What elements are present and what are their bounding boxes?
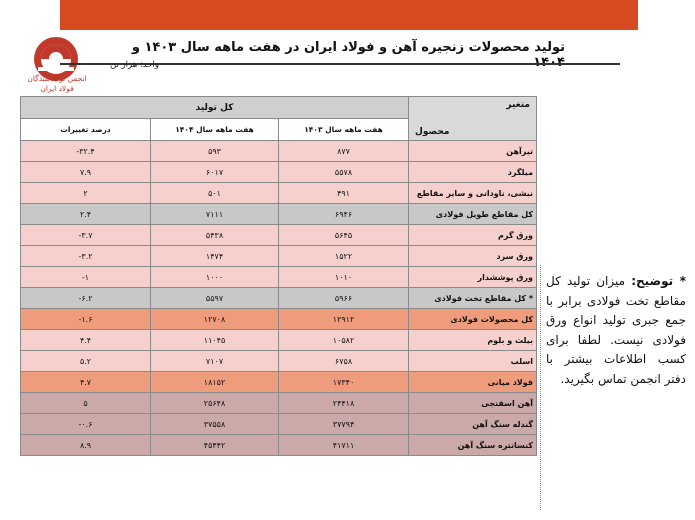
value-1404-cell: ۳۷۵۵۸ <box>151 414 279 435</box>
value-1403-cell: ۱۰۱۰ <box>279 267 409 288</box>
table-row <box>21 330 537 351</box>
change-percent-cell: -۰.۶ <box>21 414 151 435</box>
table-row <box>21 162 537 183</box>
value-1404-cell: ۵۵۹۷ <box>151 288 279 309</box>
note-divider <box>540 265 542 510</box>
product-name-cell: میلگرد <box>409 162 537 183</box>
change-percent-cell: -۳۲.۴ <box>21 141 151 162</box>
product-name-cell: کل مقاطع طویل فولادی <box>409 204 537 225</box>
change-percent-cell: -۳.۲ <box>21 246 151 267</box>
value-1403-cell: ۳۷۷۹۴ <box>279 414 409 435</box>
product-name-cell: کنسانتره سنگ آهن <box>409 435 537 456</box>
change-percent-cell: ۸.۹ <box>21 435 151 456</box>
product-label: محصول <box>415 127 450 137</box>
table-row <box>21 351 537 372</box>
table-row <box>21 246 537 267</box>
product-name-cell: بیلت و بلوم <box>409 330 537 351</box>
product-name-cell: گندله سنگ آهن <box>409 414 537 435</box>
col-change-header: درصد تغییرات <box>21 119 151 141</box>
value-1404-cell: ۱۸۱۵۲ <box>151 372 279 393</box>
product-name-cell: فولاد میانی <box>409 372 537 393</box>
value-1404-cell: ۱۱۰۴۵ <box>151 330 279 351</box>
table-row <box>21 183 537 204</box>
production-table <box>20 96 537 456</box>
value-1404-cell: ۴۵۴۴۲ <box>151 435 279 456</box>
value-1404-cell: ۱۲۷۰۸ <box>151 309 279 330</box>
value-1403-cell: ۴۱۷۱۱ <box>279 435 409 456</box>
total-production-header: کل تولید <box>21 97 409 119</box>
value-1403-cell: ۶۹۴۶ <box>279 204 409 225</box>
change-percent-cell: -۳.۷ <box>21 225 151 246</box>
product-name-cell: نبشی، ناودانی و سایر مقاطع <box>409 183 537 204</box>
value-1403-cell: ۱۲۹۱۲ <box>279 309 409 330</box>
value-1403-cell: ۱۷۳۴۰ <box>279 372 409 393</box>
col-1404-header: هفت ماهه سال ۱۴۰۴ <box>151 119 279 141</box>
footnote <box>546 272 686 389</box>
change-percent-cell: ۴.۷ <box>21 372 151 393</box>
value-1403-cell: ۲۴۴۱۸ <box>279 393 409 414</box>
value-1403-cell: ۶۷۵۸ <box>279 351 409 372</box>
change-percent-cell: ۷.۹ <box>21 162 151 183</box>
change-percent-cell: ۲ <box>21 183 151 204</box>
logo-caption: انجمن تولیدکنندگان فولاد ایران <box>27 74 87 93</box>
value-1404-cell: ۵۰۱ <box>151 183 279 204</box>
product-name-cell: کل محصولات فولادی <box>409 309 537 330</box>
page-title: تولید محصولات زنجیره آهن و فولاد ایران در هفت ماهه سال ۱۴۰۳ و <box>131 40 565 55</box>
value-1404-cell: ۲۵۶۴۸ <box>151 393 279 414</box>
value-1404-cell: ۵۴۳۸ <box>151 225 279 246</box>
table-row <box>21 414 537 435</box>
value-1404-cell: ۷۱۰۷ <box>151 351 279 372</box>
value-1403-cell: ۵۶۴۵ <box>279 225 409 246</box>
change-percent-cell: -۱.۶ <box>21 309 151 330</box>
table-row <box>21 435 537 456</box>
change-percent-cell: -۶.۲ <box>21 288 151 309</box>
change-percent-cell: ۲.۴ <box>21 204 151 225</box>
value-1404-cell: ۱۰۰۰ <box>151 267 279 288</box>
table-row <box>21 225 537 246</box>
value-1404-cell: ۵۹۳ <box>151 141 279 162</box>
table-row <box>21 141 537 162</box>
value-1403-cell: ۸۷۷ <box>279 141 409 162</box>
product-name-cell: ورق گرم <box>409 225 537 246</box>
product-name-cell: اسلب <box>409 351 537 372</box>
table-row <box>21 204 537 225</box>
variable-label: متغیر <box>506 100 531 110</box>
value-1403-cell: ۱۰۵۸۲ <box>279 330 409 351</box>
product-name-cell: ورق پوششدار <box>409 267 537 288</box>
table-row <box>21 393 537 414</box>
footnote-text: میزان تولید کل مقاطع تخت فولادی برابر با جمع جبری تولید انواع ورق فولادی نیست. لطفا برای کسب اطلاعات بیشتر با دفتر انجمن تماس بگیرید. <box>546 274 686 386</box>
value-1403-cell: ۱۵۲۲ <box>279 246 409 267</box>
footnote-label: * توضیح: <box>631 274 686 288</box>
change-percent-cell: ۵ <box>21 393 151 414</box>
change-percent-cell: -۱ <box>21 267 151 288</box>
table-row <box>21 309 537 330</box>
unit-label: واحد: هزار تن <box>110 60 159 70</box>
product-name-cell: ورق سرد <box>409 246 537 267</box>
product-name-cell: تیرآهن <box>409 141 537 162</box>
product-name-cell: آهن اسفنجی <box>409 393 537 414</box>
change-percent-cell: ۵.۲ <box>21 351 151 372</box>
table-row <box>21 372 537 393</box>
value-1403-cell: ۴۹۱ <box>279 183 409 204</box>
table-row <box>21 288 537 309</box>
col-1403-header: هفت ماهه سال ۱۴۰۳ <box>279 119 409 141</box>
table-row <box>21 267 537 288</box>
value-1403-cell: ۵۵۷۸ <box>279 162 409 183</box>
variable-product-header <box>409 97 537 141</box>
value-1403-cell: ۵۹۶۶ <box>279 288 409 309</box>
product-name-cell: * کل مقاطع تخت فولادی <box>409 288 537 309</box>
value-1404-cell: ۱۴۷۴ <box>151 246 279 267</box>
value-1404-cell: ۷۱۱۱ <box>151 204 279 225</box>
value-1404-cell: ۶۰۱۷ <box>151 162 279 183</box>
change-percent-cell: ۴.۴ <box>21 330 151 351</box>
top-accent-bar <box>60 0 638 30</box>
